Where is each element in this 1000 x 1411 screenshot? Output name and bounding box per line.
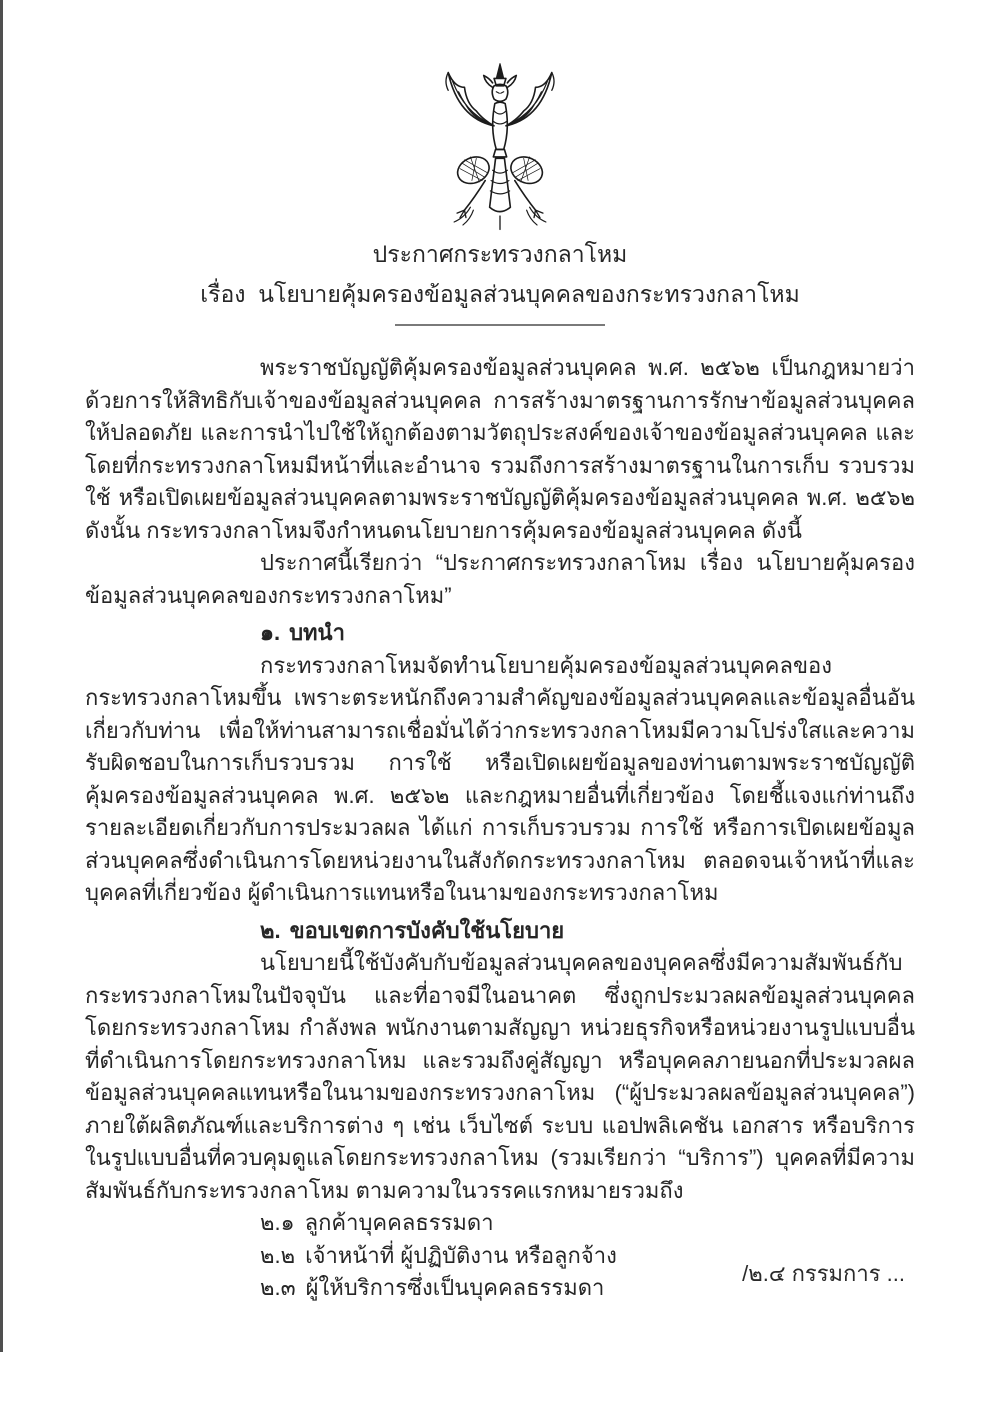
title-block (0, 234, 1000, 314)
section-1-body: กระทรวงกลาโหมจัดทำนโยบายคุ้มครองข้อมูลส่วนบุคคลของกระทรวงกลาโหมขึ้น เพราะตระหนักถึงความสำคัญของข้อมูลส่วนบุคคลและข้อมูลอื่นอันเกี่ยวกับท่าน เพื่อให้ท่านสามารถเชื่อมั่นได้ว่ากระทรวงกลาโหมมีความโปร่งใสและความรับผิดชอบในการเก็บรวบรวม การใช้ หรือเปิดเผยข้อมูลของท่านตามพระราชบัญญัติคุ้มครองข้อมูลส่วนบุคคล พ.ศ. ๒๕๖๒ และกฎหมายอื่นที่เกี่ยวข้อง โดยชี้แจงแก่ท่านถึงรายละเอียดเกี่ยวกับการประมวลผล ได้แก่ การเก็บรวบรวม การใช้ หรือการเปิดเผยข้อมูลส่วนบุคคลซึ่งดำเนินการโดยหน่วยงานในสังกัดกระทรวงกลาโหม ตลอดจนเจ้าหน้าที่และบุคคลที่เกี่ยวข้อง ผู้ดำเนินการแทนหรือในนามของกระทรวงกลาโหม (85, 652, 915, 905)
page-continuation-note: /๒.๔ กรรมการ ... (742, 1261, 905, 1286)
intro-paragraph-1: พระราชบัญญัติคุ้มครองข้อมูลส่วนบุคคล พ.ศ. ๒๕๖๒ เป็นกฎหมายว่าด้วยการให้สิทธิกับเจ้าของข้อมูลส่วนบุคคล การสร้างมาตรฐานการรักษาข้อมูลส่วนบุคคลให้ปลอดภัย และการนำไปใช้ให้ถูกต้องตามวัตถุประสงค์ของเจ้าของข้อมูลส่วนบุคคล และโดยที่กระทรวงกลาโหมมีหน้าที่และอำนาจ รวมถึงการสร้างมาตรฐานในการเก็บ รวบรวม ใช้ หรือเปิดเผยข้อมูลส่วนบุคคลตามพระราชบัญญัติคุ้มครองข้อมูลส่วนบุคคล พ.ศ. ๒๕๖๒ ดังนั้น กระทรวงกลาโหมจึงกำหนดนโยบายการคุ้มครองข้อมูลส่วนบุคคล ดังนี้ (85, 355, 915, 543)
list-item-label: ลูกค้าบุคคลธรรมดา (304, 1210, 494, 1235)
garuda-emblem-icon (426, 62, 574, 234)
document-title: ประกาศกระทรวงกลาโหม (372, 241, 628, 267)
intro-paragraph-2: ประกาศนี้เรียกว่า “ประกาศกระทรวงกลาโหม เรื่อง นโยบายคุ้มครองข้อมูลส่วนบุคคลของกระทรวงกลาโหม” (85, 550, 915, 608)
list-item-number: ๒.๒ (260, 1242, 296, 1268)
list-item-label: เจ้าหน้าที่ ผู้ปฏิบัติงาน หรือลูกจ้าง (305, 1242, 617, 1268)
document-subject: เรื่อง นโยบายคุ้มครองข้อมูลส่วนบุคคลของกระทรวงกลาโหม (200, 281, 800, 307)
section-1-number: ๑. (260, 620, 281, 645)
section-2-body: นโยบายนี้ใช้บังคับกับข้อมูลส่วนบุคคลของบุคคลซึ่งมีความสัมพันธ์กับกระทรวงกลาโหมในปัจจุบัน และที่อาจมีในอนาคต ซึ่งถูกประมวลผลข้อมูลส่วนบุคคล โดยกระทรวงกลาโหม กำลังพล พนักงานตามสัญญา หน่วยธุรกิจหรือหน่วยงานรูปแบบอื่นที่ดำเนินการโดยกระทรวงกลาโหม และรวมถึงคู่สัญญา หรือบุคคลภายนอกที่ประมวลผลข้อมูลส่วนบุคคลแทนหรือในนามของกระทรวงกลาโหม (“ผู้ประมวลผลข้อมูลส่วนบุคคล”) ภายใต้ผลิตภัณฑ์และบริการต่าง ๆ เช่น เว็บไซต์ ระบบ แอปพลิเคชัน เอกสาร หรือบริการในรูปแบบอื่นที่ควบคุมดูแลโดยกระทรวงกลาโหม (รวมเรียกว่า “บริการ”) บุคคลที่มีความสัมพันธ์กับกระทรวงกลาโหม ตามความในวรรคแรกหมายรวมถึง (85, 950, 915, 1203)
section-1-title: บทนำ (289, 620, 345, 645)
list-item-number: ๒.๑ (260, 1210, 295, 1235)
section-2-heading (260, 915, 915, 948)
list-item (260, 1207, 915, 1240)
section-1-heading (260, 617, 915, 650)
list-item-number: ๒.๓ (260, 1275, 296, 1300)
list-item-label: ผู้ให้บริการซึ่งเป็นบุคคลธรรมดา (305, 1275, 605, 1300)
document-body (0, 326, 1000, 1305)
section-2-number: ๒. (260, 917, 281, 943)
garuda-emblem (0, 0, 1000, 234)
section-2-title: ขอบเขตการบังคับใช้นโยบาย (289, 917, 565, 943)
scan-edge-line (0, 0, 3, 1352)
